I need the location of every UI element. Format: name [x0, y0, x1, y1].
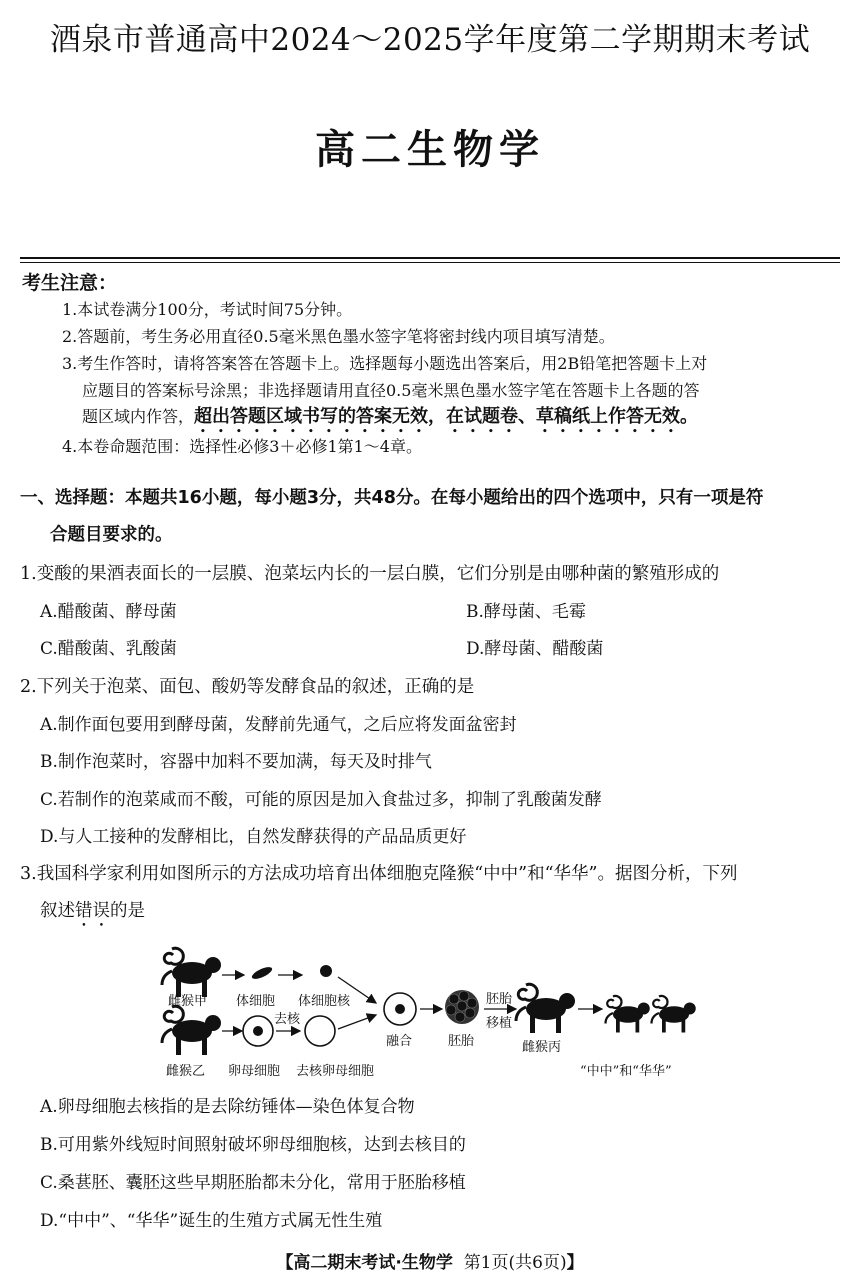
- question-3-stem-line-2: [40, 897, 145, 931]
- question-3-stem-line-1: 3.我国科学家利用如图所示的方法成功培育出体细胞克隆猴“中中”和“华华”。据图分析，下列: [20, 864, 738, 884]
- footer-dot: ·: [395, 1253, 402, 1273]
- subject-title: 高二生物学: [315, 127, 545, 173]
- monkey-a-icon: [162, 948, 221, 997]
- question-1-stem: 1.变酸的果酒表面长的一层膜、泡菜坛内长的一层白膜，它们分别是由哪种菌的繁殖形成的: [20, 564, 720, 584]
- label-embryo: 胚胎: [448, 1034, 475, 1049]
- label-oocyte: 卵母细胞: [228, 1064, 281, 1079]
- question-2-option-d: D.与人工接种的发酵相比，自然发酵获得的产品品质更好: [40, 827, 467, 847]
- label-enucleate: 去核: [274, 1012, 301, 1027]
- question-1-option-c: C.醋酸菌、乳酸菌: [40, 639, 177, 659]
- fused-nucleus-icon: [395, 1004, 405, 1014]
- enucleated-oocyte-icon: [305, 1016, 335, 1046]
- somatic-cell-icon: [250, 965, 273, 982]
- question-2-option-a: A.制作面包要用到酵母菌，发酵前先通气，之后应将发面盆密封: [40, 715, 517, 735]
- divider-thin: [20, 262, 840, 263]
- notice-heading: 考生注意：: [22, 272, 118, 294]
- section-1-heading-line-1: 一、选择题：本题共16小题，每小题3分，共48分。在每小题给出的四个选项中，只有一项是符: [20, 488, 764, 508]
- section-1-heading-line-2: 合题目要求的。: [50, 525, 173, 545]
- footer-page-number: 第1页(共6页): [463, 1253, 567, 1273]
- question-3-option-b: B.可用紫外线短时间照射破坏卵母细胞核，达到去核目的: [40, 1135, 466, 1155]
- notice-item-4: 4.本卷命题范围：选择性必修3＋必修1第1～4章。: [62, 437, 422, 456]
- offspring-huahua-icon: [652, 996, 696, 1033]
- footer-bracket-right: 】: [566, 1253, 584, 1273]
- notice-item-3-line-1: 3.考生作答时，请将答案答在答题卡上。选择题每小题选出答案后，用2B铅笔把答题卡上对: [62, 354, 708, 373]
- somatic-nucleus-icon: [320, 965, 332, 977]
- embryo-icon: [445, 990, 479, 1024]
- label-enucleated-oocyte: 去核卵母细胞: [296, 1064, 375, 1079]
- footer-subject: 生物学: [401, 1253, 453, 1273]
- notice-item-3-text: 题区域内作答，: [82, 407, 195, 426]
- question-1-option-b: B.酵母菌、毛霉: [466, 602, 586, 622]
- question-3-stem-text: 叙述: [40, 901, 75, 921]
- question-2-stem: 2.下列关于泡菜、面包、酸奶等发酵食品的叙述，正确的是: [20, 677, 475, 697]
- notice-item-3-emphasis: 超出答题区域书写的答案无效，在试题卷、草稿纸上作答无效。: [194, 406, 699, 427]
- footer-exam: 高二期末考试: [293, 1253, 396, 1273]
- question-1-option-d: D.酵母菌、醋酸菌: [466, 639, 604, 659]
- label-monkey-a: 雌猴甲: [168, 994, 208, 1009]
- notice-item-2: 2.答题前，考生务必用直径0.5毫米黑色墨水签字笔将密封线内项目填写清楚。: [62, 327, 615, 346]
- label-somatic-cell: 体细胞: [236, 994, 276, 1009]
- monkey-b-icon: [162, 1006, 221, 1055]
- question-3-option-d: D.“中中”、“华华”诞生的生殖方式属无性生殖: [40, 1211, 383, 1231]
- question-3-stem-tail: 的是: [110, 901, 145, 921]
- question-3-option-a: A.卵母细胞去核指的是去除纺锤体—染色体复合物: [40, 1097, 415, 1117]
- label-monkey-c: 雌猴丙: [522, 1040, 562, 1055]
- notice-item-1: 1.本试卷满分100分，考试时间75分钟。: [62, 300, 353, 319]
- question-3-option-c: C.桑葚胚、囊胚这些早期胚胎都未分化，常用于胚胎移植: [40, 1173, 466, 1193]
- arrow-icon: [338, 1015, 376, 1029]
- divider-thick: [20, 257, 840, 259]
- notice-item-3-line-3: [82, 402, 698, 437]
- label-somatic-nucleus: 体细胞核: [298, 994, 351, 1009]
- monkey-c-icon: [516, 984, 575, 1033]
- page-footer: [0, 1248, 860, 1273]
- label-monkey-b: 雌猴乙: [166, 1064, 206, 1079]
- question-2-option-b: B.制作泡菜时，容器中加料不要加满，每天及时排气: [40, 752, 432, 772]
- cloning-diagram: [150, 935, 720, 1085]
- label-transfer-1: 胚胎: [486, 992, 513, 1007]
- offspring-zhongzhong-icon: [606, 996, 650, 1033]
- label-fusion: 融合: [386, 1034, 413, 1049]
- label-transfer-2: 移植: [486, 1016, 513, 1031]
- oocyte-nucleus-icon: [253, 1026, 263, 1036]
- question-3-emphasis: 错误: [75, 901, 110, 921]
- label-offspring: “中中”和“华华”: [580, 1064, 672, 1079]
- exam-title: 酒泉市普通高中2024～2025学年度第二学期期末考试: [49, 22, 811, 58]
- question-2-option-c: C.若制作的泡菜咸而不酸，可能的原因是加入食盐过多，抑制了乳酸菌发酵: [40, 790, 602, 810]
- footer-bracket-left: 【: [276, 1253, 294, 1273]
- question-1-option-a: A.醋酸菌、酵母菌: [40, 602, 177, 622]
- notice-item-3-line-2: 应题目的答案标号涂黑；非选择题请用直径0.5毫米黑色墨水签字笔在答题卡上各题的答: [82, 381, 700, 400]
